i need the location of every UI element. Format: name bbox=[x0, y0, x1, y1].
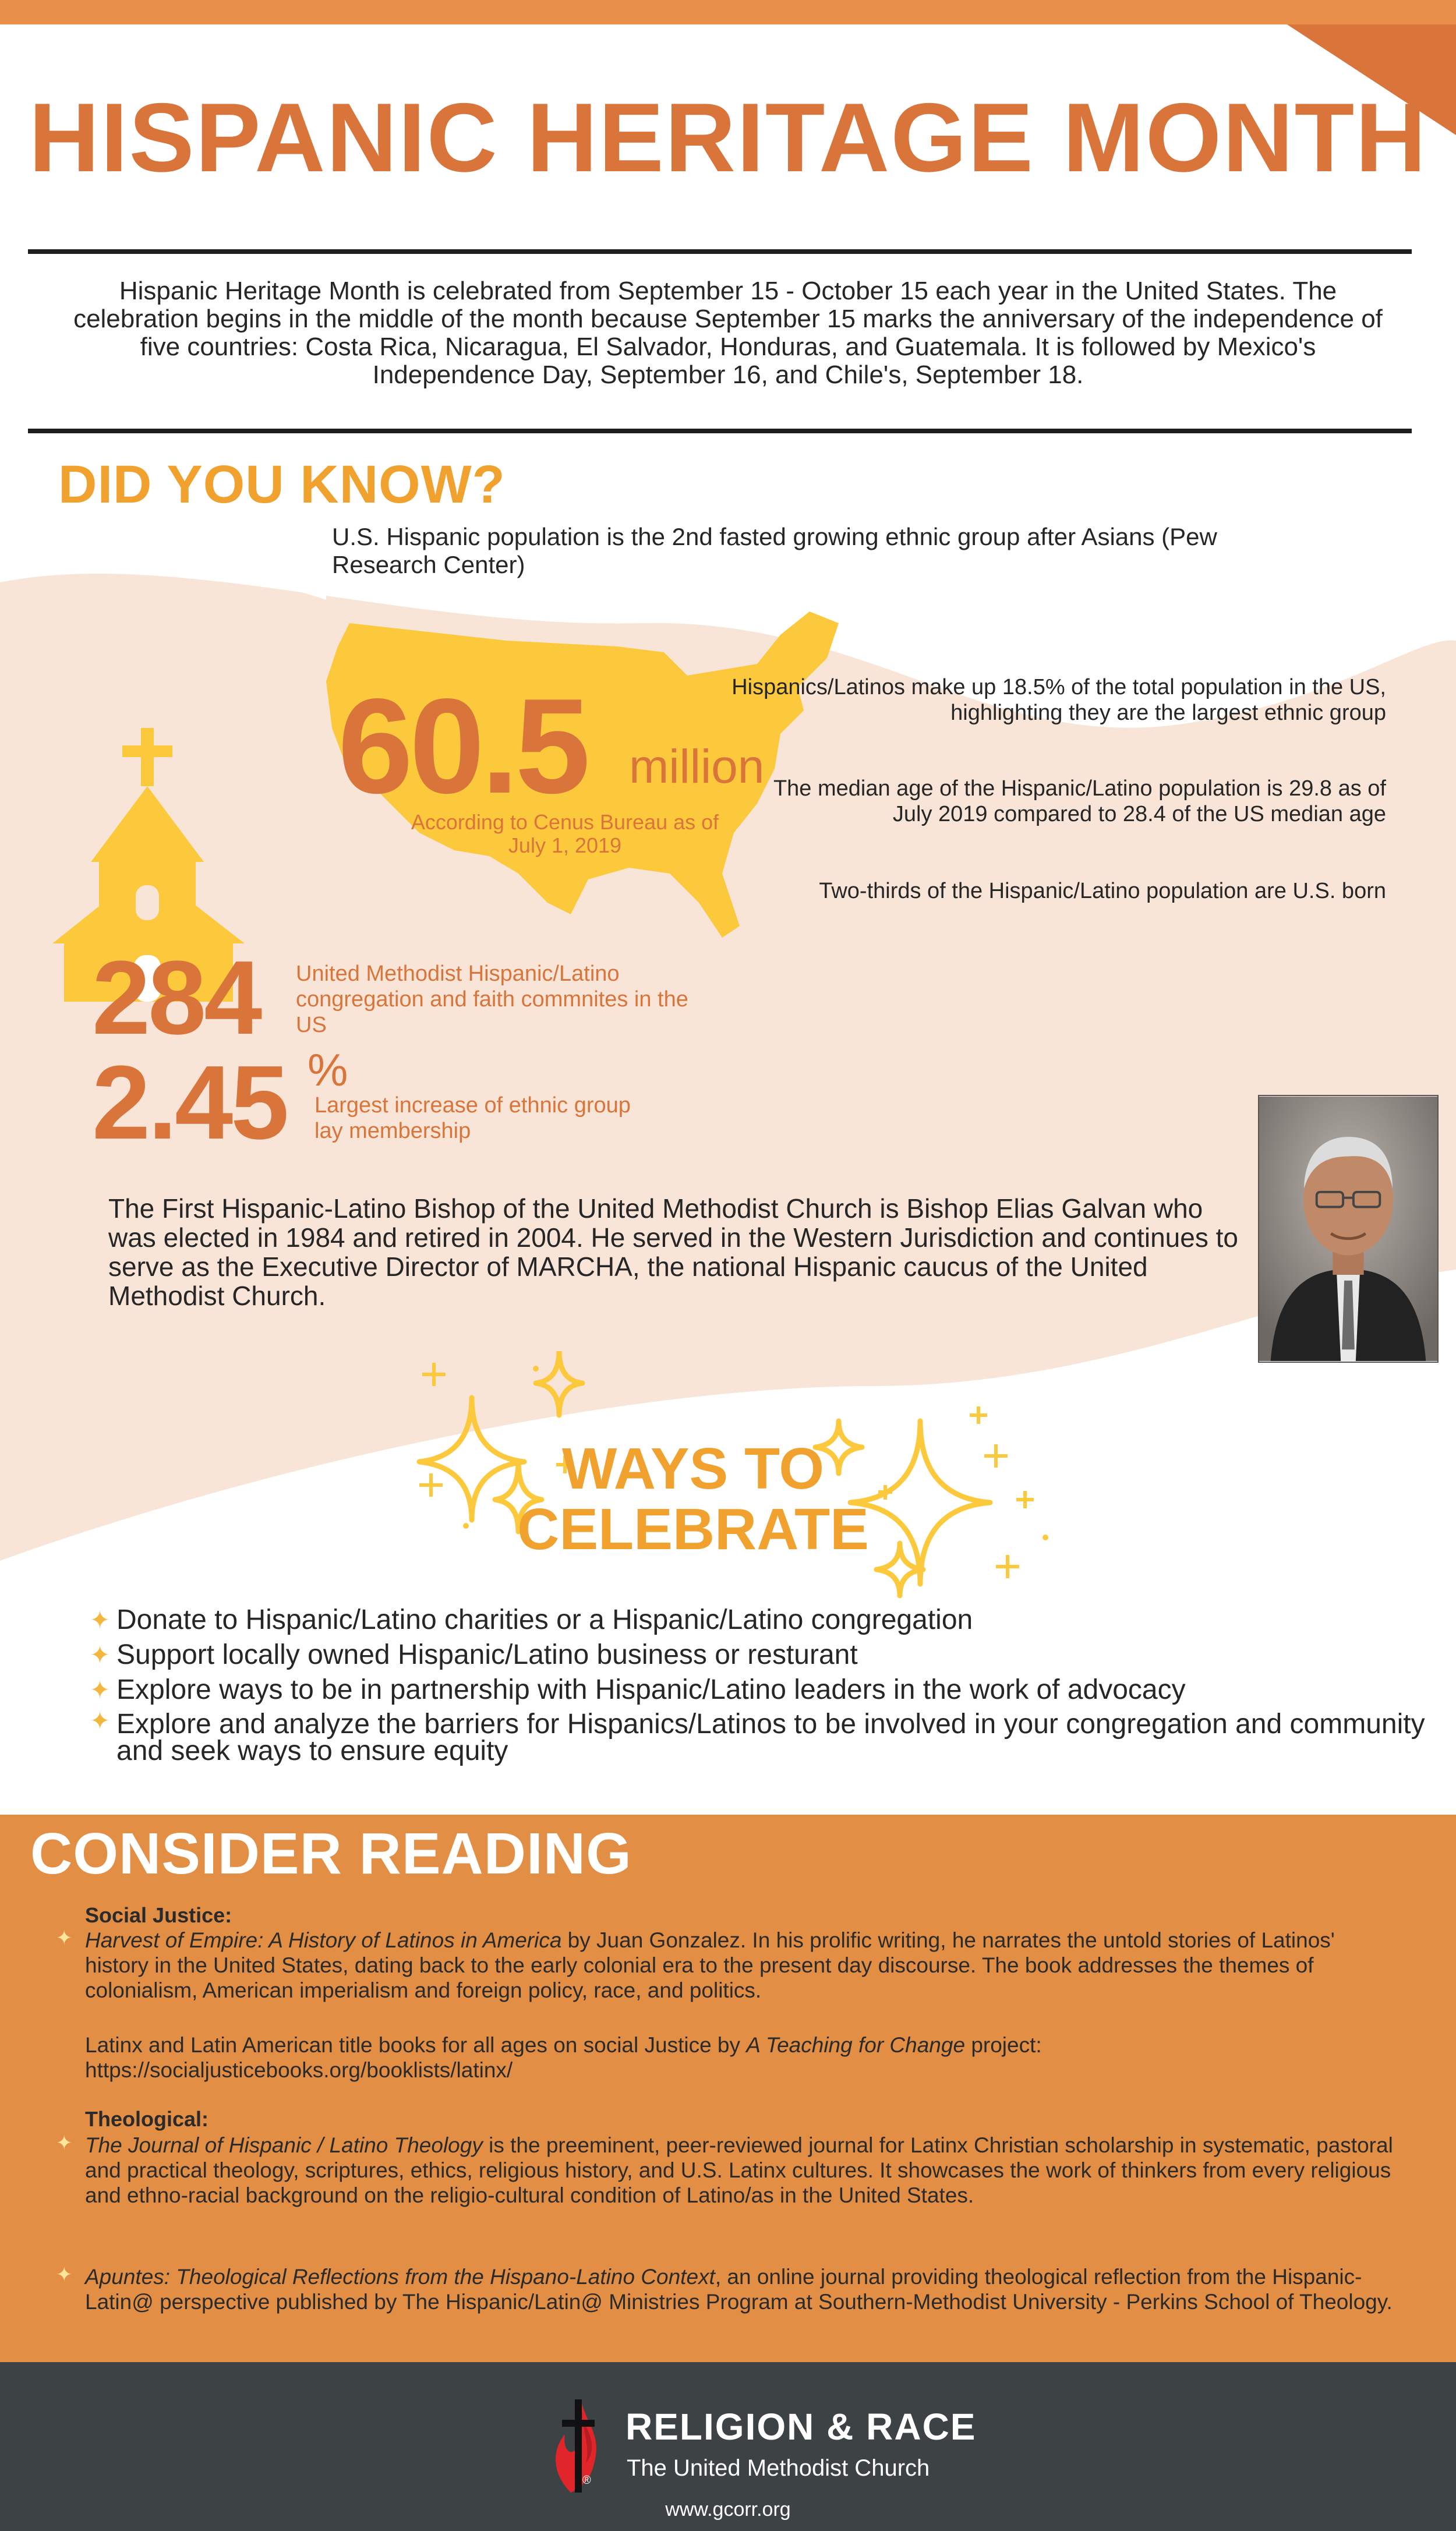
fact-us-born: Two-thirds of the Hispanic/Latino population are U.S. born bbox=[819, 879, 1386, 903]
membership-percent-sign: % bbox=[308, 1044, 348, 1095]
journal2-text: Apuntes: Theological Reflections from the Hispano-Latino Context, an online journal providing theological reflection from the Hispanic-Latin@ perspective published by The Hispanic/Latin@ Ministries Program at Southern-Methodist University - Perkins School of Theology. bbox=[85, 2265, 1393, 2314]
ways-heading bbox=[489, 1438, 897, 1560]
ways-heading-line2: CELEBRATE bbox=[517, 1497, 869, 1562]
sparkle-bullet-icon: ✦ bbox=[90, 1676, 111, 1703]
ways-list bbox=[87, 1603, 1427, 1765]
intro-text: Hispanic Heritage Month is celebrated from September 15 - October 15 each year in the United States. The celebration begins in the middle of the month because September 15 marks the anniversary of the independence of five countries: Costa Rica, Nicaragua, El Salvador, Honduras, and Guatemala. It is followed by Mexico's Independence Day, September 16, and Chile's, September 18. bbox=[73, 277, 1383, 389]
bishop-text: The First Hispanic-Latino Bishop of the United Methodist Church is Bishop Elias Galvan who was elected in 1984 and retired in 2004. He served in the Western Jurisdiction and continues to serve as the Executive Director of MARCHA, the national Hispanic caucus of the United Methodist Church. bbox=[108, 1193, 1238, 1311]
sparkle-bullet-icon: ✦ bbox=[90, 1641, 111, 1669]
sparkle-bullet-icon: ✦ bbox=[56, 2264, 73, 2286]
page-title: HISPANIC HERITAGE MONTH bbox=[29, 83, 1427, 192]
website-link[interactable]: www.gcorr.org bbox=[665, 2498, 791, 2521]
congregations-number: 284 bbox=[92, 939, 260, 1056]
registered-mark: ® bbox=[582, 2474, 591, 2487]
list-item: ✦ Support locally owned Hispanic/Latino business or resturant bbox=[87, 1638, 1427, 1673]
fact-percent: Hispanics/Latinos make up 18.5% of the total population in the US, highlighting they are the largest ethnic group bbox=[731, 675, 1386, 725]
fact-median-age: The median age of the Hispanic/Latino population is 29.8 as of July 2019 compared to 28.4 of the US median age bbox=[773, 776, 1386, 826]
social-justice-heading: Social Justice: bbox=[85, 1903, 232, 1927]
cross-flame-logo bbox=[547, 2394, 606, 2493]
growth-fact: U.S. Hispanic population is the 2nd fasted growing ethnic group after Asians (Pew Research Center) bbox=[332, 523, 1217, 578]
top-bar bbox=[0, 0, 1456, 24]
brand-subtitle: The United Methodist Church bbox=[627, 2455, 930, 2481]
population-number: 60.5 bbox=[338, 671, 587, 822]
sparkle-bullet-icon: ✦ bbox=[56, 2132, 73, 2154]
membership-text: Largest increase of ethnic group lay membership bbox=[314, 1093, 631, 1143]
reading-heading: CONSIDER READING bbox=[30, 1821, 632, 1886]
list-item: ✦ Explore and analyze the barriers for Hispanics/Latinos to be involved in your congregation and community and seek ways to ensure equity bbox=[90, 1707, 1425, 1766]
sparkle-bullet-icon: ✦ bbox=[90, 1606, 111, 1634]
brand-name: RELIGION & RACE bbox=[625, 2406, 977, 2448]
list-item: ✦ Explore ways to be in partnership with Hispanic/Latino leaders in the work of advocacy bbox=[87, 1673, 1427, 1708]
congregations-text: United Methodist Hispanic/Latino congregation and faith commnites in the US bbox=[296, 962, 688, 1037]
did-you-know-heading: DID YOU KNOW? bbox=[58, 455, 506, 514]
journal1-text: The Journal of Hispanic / Latino Theology is the preeminent, peer-reviewed journal for Latinx Christian scholarship in systematic, pastoral and practical theology, scriptures, ethics, religious history, and U.S. Latinx cultures. It showcases the work of thinkers from every religious and ethno-racial background on the religio-cultural condition of Latino/as in the United States. bbox=[85, 2133, 1393, 2207]
membership-number: 2.45 bbox=[92, 1044, 287, 1161]
list-item: ✦ Donate to Hispanic/Latino charities or a Hispanic/Latino congregation bbox=[87, 1603, 1427, 1638]
theological-heading: Theological: bbox=[85, 2107, 209, 2131]
sparkle-bullet-icon: ✦ bbox=[90, 1707, 111, 1734]
population-unit: million bbox=[629, 740, 765, 793]
divider-bottom bbox=[28, 429, 1412, 433]
ways-heading-line1: WAYS TO bbox=[561, 1436, 825, 1501]
book2-text: Latinx and Latin American title books for all ages on social Justice by A Teaching for Change project: https://socialjusticebooks.org/booklists/latinx/ bbox=[85, 2033, 1042, 2082]
book1-text: Harvest of Empire: A History of Latinos in America by Juan Gonzalez. In his prolific writing, he narrates the untold stories of Latinos' history in the United States, dating back to the early colonial era to the present day discourse. The book addresses the themes of colonialism, American imperialism and foreign policy, race, and politics. bbox=[85, 1928, 1335, 2002]
bishop-photo bbox=[1258, 1095, 1439, 1363]
divider-top bbox=[28, 249, 1412, 254]
population-source: According to Cenus Bureau as of July 1, 2019 bbox=[411, 810, 719, 857]
sparkle-bullet-icon: ✦ bbox=[56, 1927, 73, 1949]
